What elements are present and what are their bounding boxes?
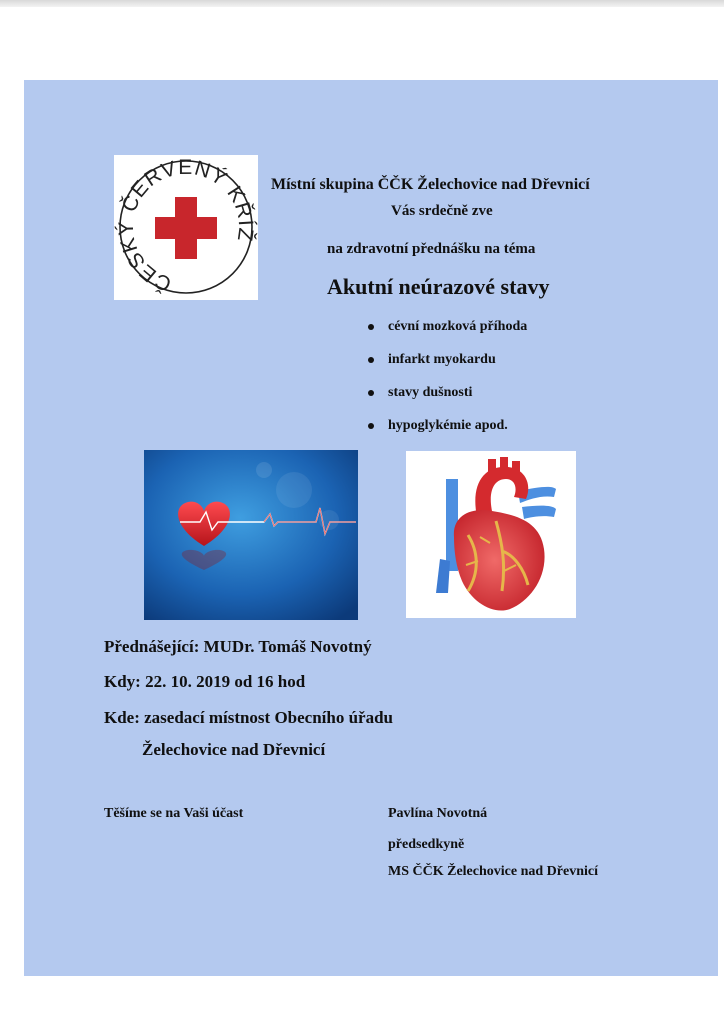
- anatomical-heart-image: [406, 451, 576, 618]
- anatomical-heart-icon: [406, 451, 576, 618]
- signature-role: předsedkyně: [388, 837, 465, 852]
- heart-ekg-image: [144, 450, 358, 620]
- organizer-heading: Místní skupina ČČK Želechovice nad Dřevnicí: [271, 176, 590, 193]
- topic-list: [368, 318, 527, 450]
- list-item: cévní mozková příhoda: [368, 318, 527, 351]
- list-item: stavy dušnosti: [368, 384, 527, 417]
- invite-line: Vás srdečně zve: [391, 203, 493, 219]
- red-cross-logo: [114, 155, 258, 300]
- closing-line: Těšíme se na Vaši účast: [104, 806, 244, 821]
- lecture-title: Akutní neúrazové stavy: [327, 274, 550, 299]
- date-time-line: Kdy: 22. 10. 2019 od 16 hod: [104, 672, 306, 691]
- location-line: Kde: zasedací místnost Obecního úřadu: [104, 708, 394, 727]
- signature-name: Pavlína Novotná: [388, 806, 488, 821]
- topic-intro: na zdravotní přednášku na téma: [327, 241, 536, 257]
- list-item: infarkt myokardu: [368, 351, 527, 384]
- red-cross-icon: [155, 197, 217, 259]
- scan-edge: [0, 0, 724, 7]
- location-line-2: Želechovice nad Dřevnicí: [142, 740, 326, 759]
- list-item: hypoglykémie apod.: [368, 417, 527, 450]
- logo-ring-text: ČESKÝ ČERVENÝ KŘÍŽ: [114, 155, 258, 296]
- signature-org: MS ČČK Želechovice nad Dřevnicí: [388, 864, 598, 879]
- lecturer-line: Přednášející: MUDr. Tomáš Novotný: [104, 637, 372, 656]
